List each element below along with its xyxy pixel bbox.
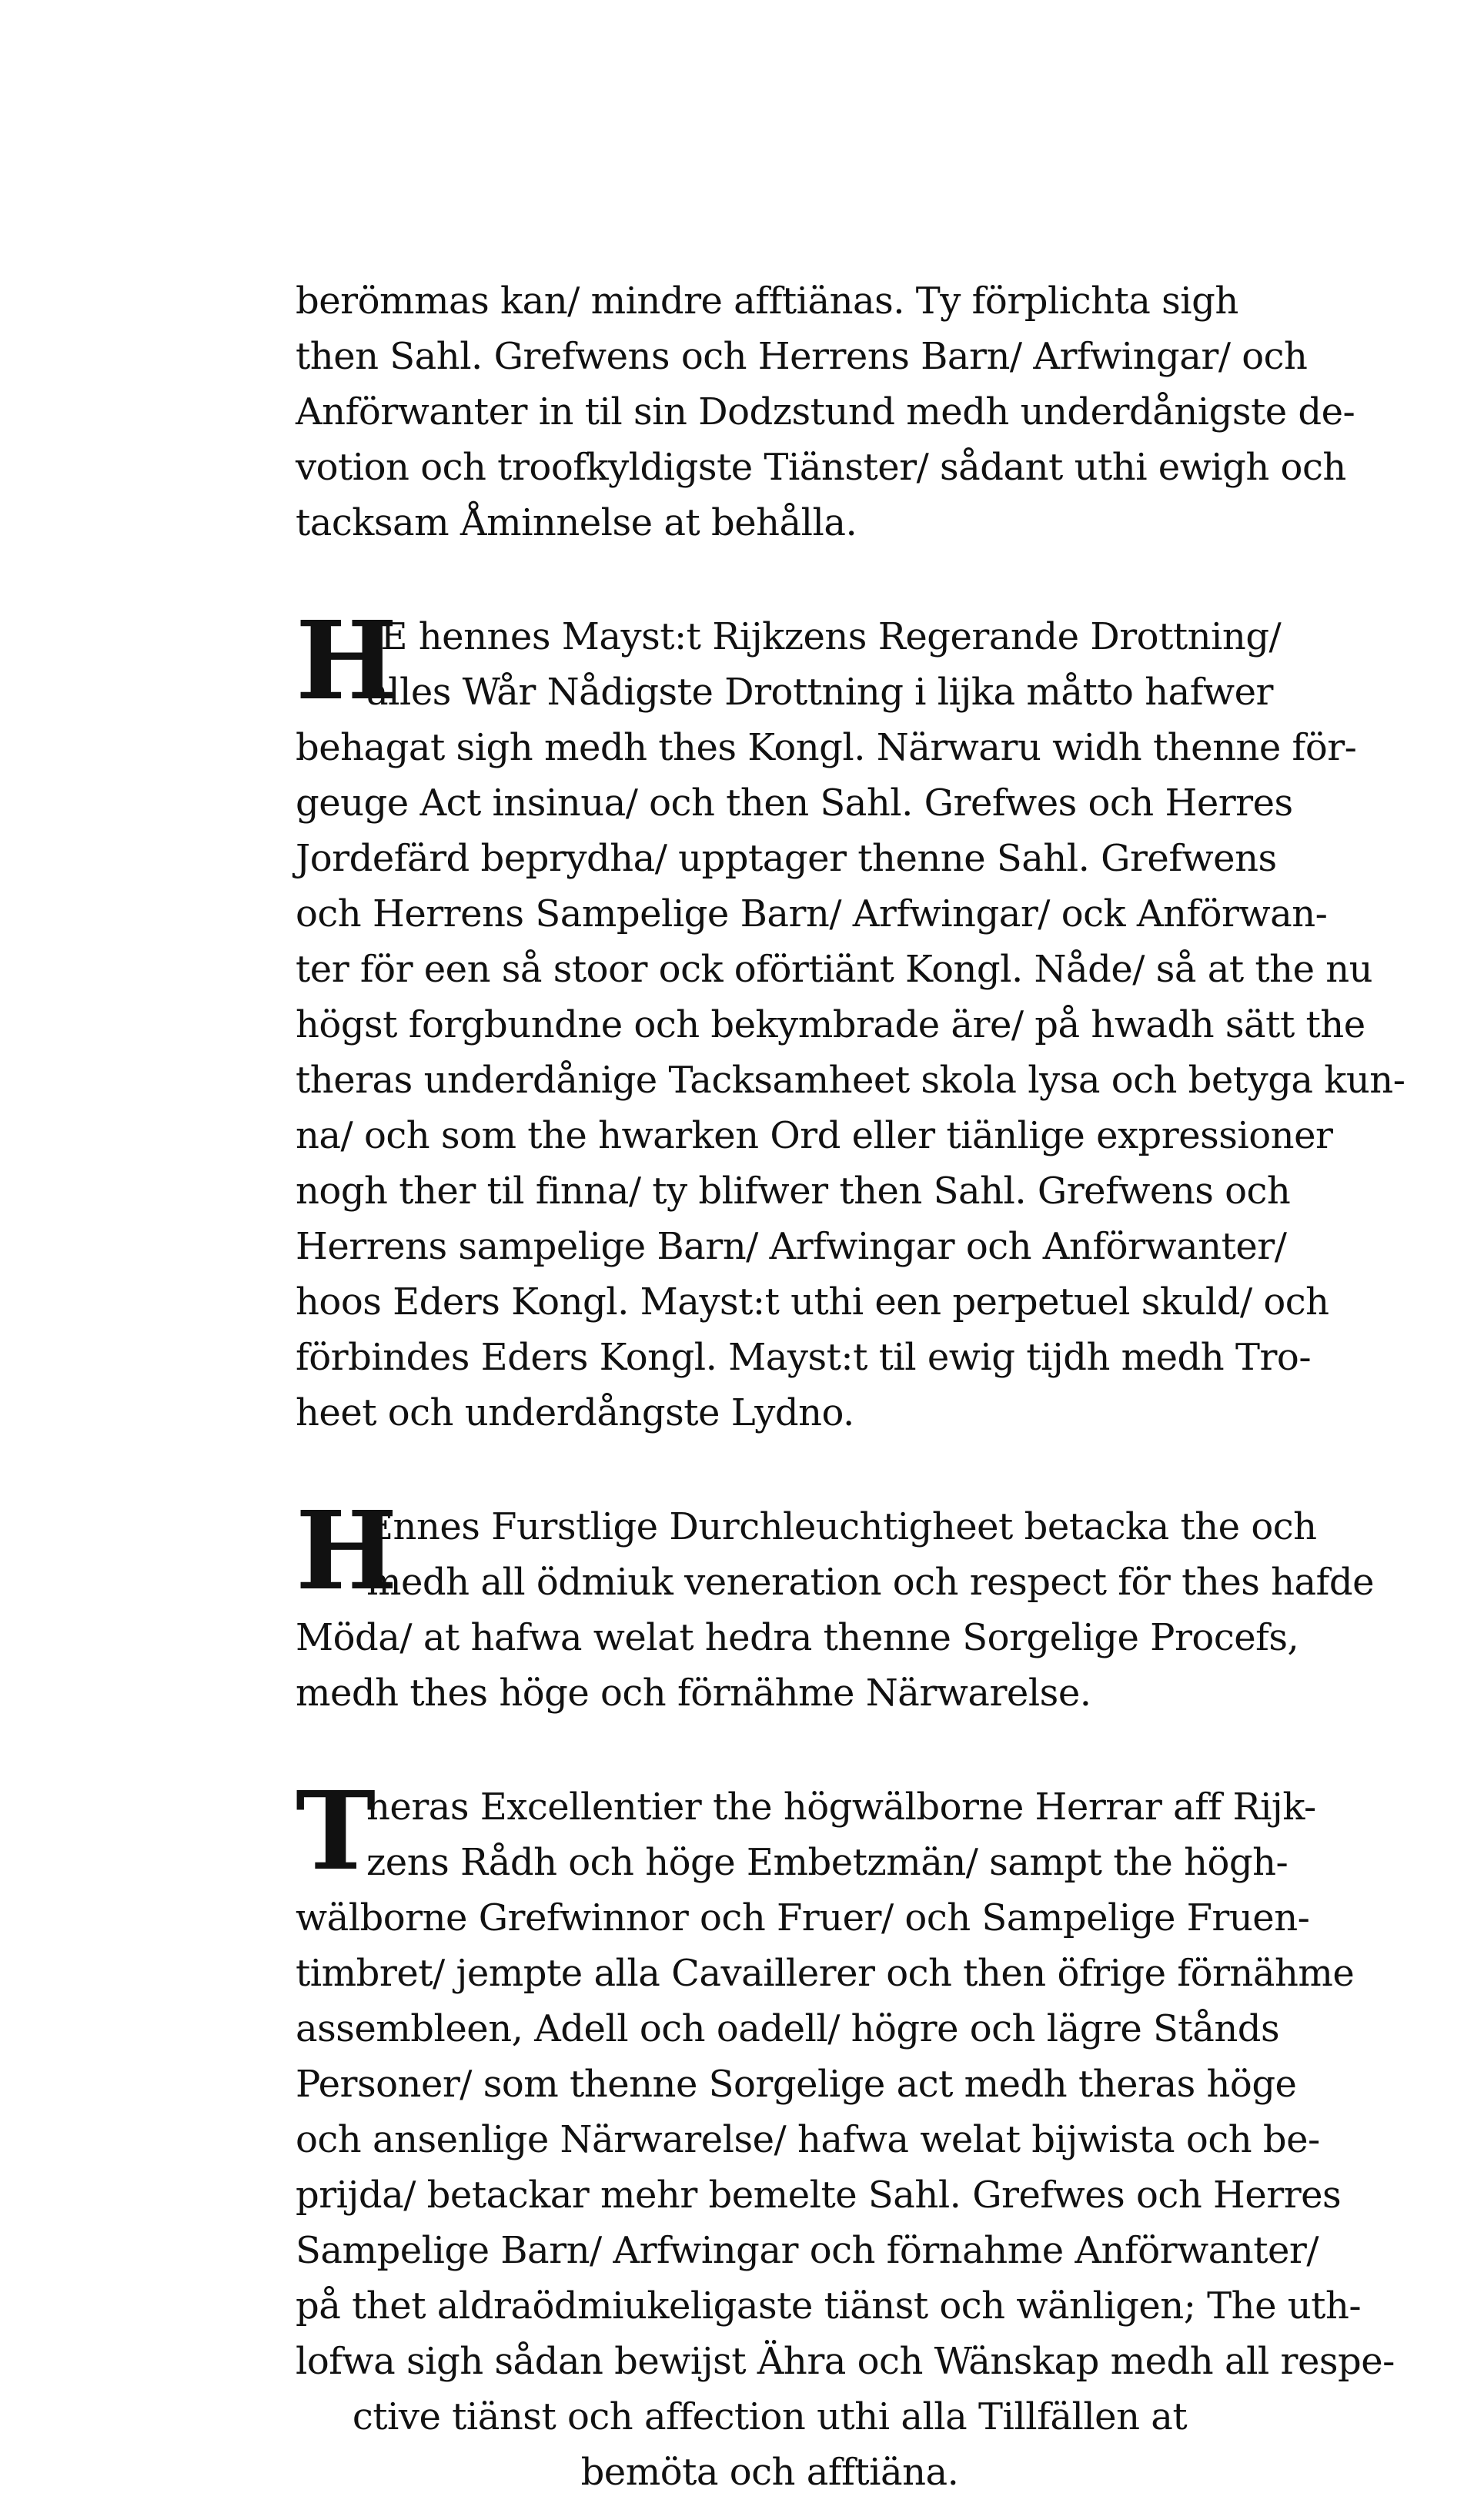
text-line: wälborne Grefwinnor och Fruer/ och Sampelige Fruen-	[296, 1896, 1310, 1939]
text-line: na/ och som the hwarken Ord eller tiänlige expressioner	[296, 1114, 1333, 1157]
paragraph-spacer	[296, 1721, 1244, 1779]
text-line: på thet aldraödmiukeligaste tiänst och wänligen; The uth-	[296, 2284, 1362, 2328]
text-line: hoos Eders Kongl. Mayst:t uthi een perpetuel skuld/ och	[296, 1280, 1329, 1324]
text-line: och ansenlige Närwarelse/ hafwa welat bijwista och be-	[296, 2118, 1320, 2161]
text-line: Möda/ at hafwa welat hedra thenne Sorgelige Procefs,	[296, 1616, 1299, 1659]
text-line: geuge Act insinua/ och then Sahl. Grefwes och Herres	[296, 781, 1293, 825]
text-line: IE hennes Mayst:t Rijkzens Regerande Drottning/	[366, 615, 1282, 658]
text-line: ctive tiänst och affection uthi alla Tillfällen at	[352, 2395, 1188, 2438]
paragraph-4	[296, 1769, 1395, 2500]
text-line: heet och underdångste Lydno.	[296, 1391, 854, 1434]
text-line: ter för een så stoor ock oförtiänt Kongl. Nåde/ så at the nu	[296, 948, 1373, 991]
drop-cap-initial: H	[296, 598, 398, 725]
text-line: bemöta och afftiäna.	[580, 2451, 959, 2494]
text-line: Sampelige Barn/ Arfwingar och förnahme Anförwanter/	[296, 2229, 1319, 2272]
paragraph-spacer	[296, 551, 1244, 609]
paragraph-spacer	[296, 1441, 1244, 1499]
text-line: högst forgbundne och bekymbrade äre/ på hwadh sätt the	[296, 1003, 1365, 1046]
text-line: heras Excellentier the högwälborne Herrar aff Rijk-	[366, 1785, 1316, 1829]
text-line: Ennes Furstlige Durchleuchtigheet betacka the och	[366, 1505, 1317, 1548]
text-line: och Herrens Sampelige Barn/ Arfwingar/ ock Anförwan-	[296, 892, 1328, 935]
text-line: theras underdånige Tacksamheet skola lysa och betyga kun-	[296, 1059, 1405, 1102]
text-line: behagat sigh medh thes Kongl. Närwaru widh thenne för-	[296, 726, 1357, 769]
text-line: Personer/ som thenne Sorgelige act medh theras höge	[296, 2063, 1297, 2106]
text-line: zens Rådh och höge Embetzmän/ sampt the högh-	[366, 1841, 1288, 1884]
paragraph-2	[296, 598, 1405, 1441]
paragraph-3	[296, 1488, 1375, 1721]
drop-cap-initial: T	[296, 1769, 376, 1895]
text-line: assembleen, Adell och oadell/ högre och lägre Stånds	[296, 2007, 1280, 2050]
drop-cap-initial: H	[296, 1488, 398, 1615]
text-line: Herrens sampelige Barn/ Arfwingar och Anförwanter/	[296, 1225, 1287, 1268]
text-line: medh all ödmiuk veneration och respect för thes hafde	[366, 1561, 1375, 1604]
text-line: Jordefärd beprydha/ upptager thenne Sahl. Grefwens	[296, 837, 1277, 880]
text-line: Anförwanter in til sin Dodzstund medh underdånigste de-	[296, 390, 1355, 433]
text-line: nogh ther til finna/ ty blifwer then Sahl. Grefwens och	[296, 1170, 1291, 1213]
text-line: tacksam Åminnelse at behålla.	[296, 501, 857, 544]
text-line: berömmas kan/ mindre afftiänas. Ty förplichta sigh	[296, 279, 1238, 323]
text-body	[296, 273, 1405, 2500]
paragraph-1	[296, 273, 1355, 551]
text-line: then Sahl. Grefwens och Herrens Barn/ Arfwingar/ och	[296, 335, 1308, 378]
text-line: prijda/ betackar mehr bemelte Sahl. Grefwes och Herres	[296, 2174, 1342, 2217]
text-line: alles Wår Nådigste Drottning i lijka måtto hafwer	[366, 671, 1273, 714]
text-line: förbindes Eders Kongl. Mayst:t til ewig tijdh medh Tro-	[296, 1336, 1312, 1379]
text-line: lofwa sigh sådan bewijst Ähra och Wänskap medh all respe-	[296, 2340, 1395, 2383]
text-line: votion och troofkyldigste Tiänster/ sådant uthi ewigh och	[296, 446, 1346, 489]
text-line: medh thes höge och förnähme Närwarelse.	[296, 1672, 1091, 1715]
text-line: timbret/ jempte alla Cavaillerer och then öfrige förnähme	[296, 1952, 1355, 1995]
